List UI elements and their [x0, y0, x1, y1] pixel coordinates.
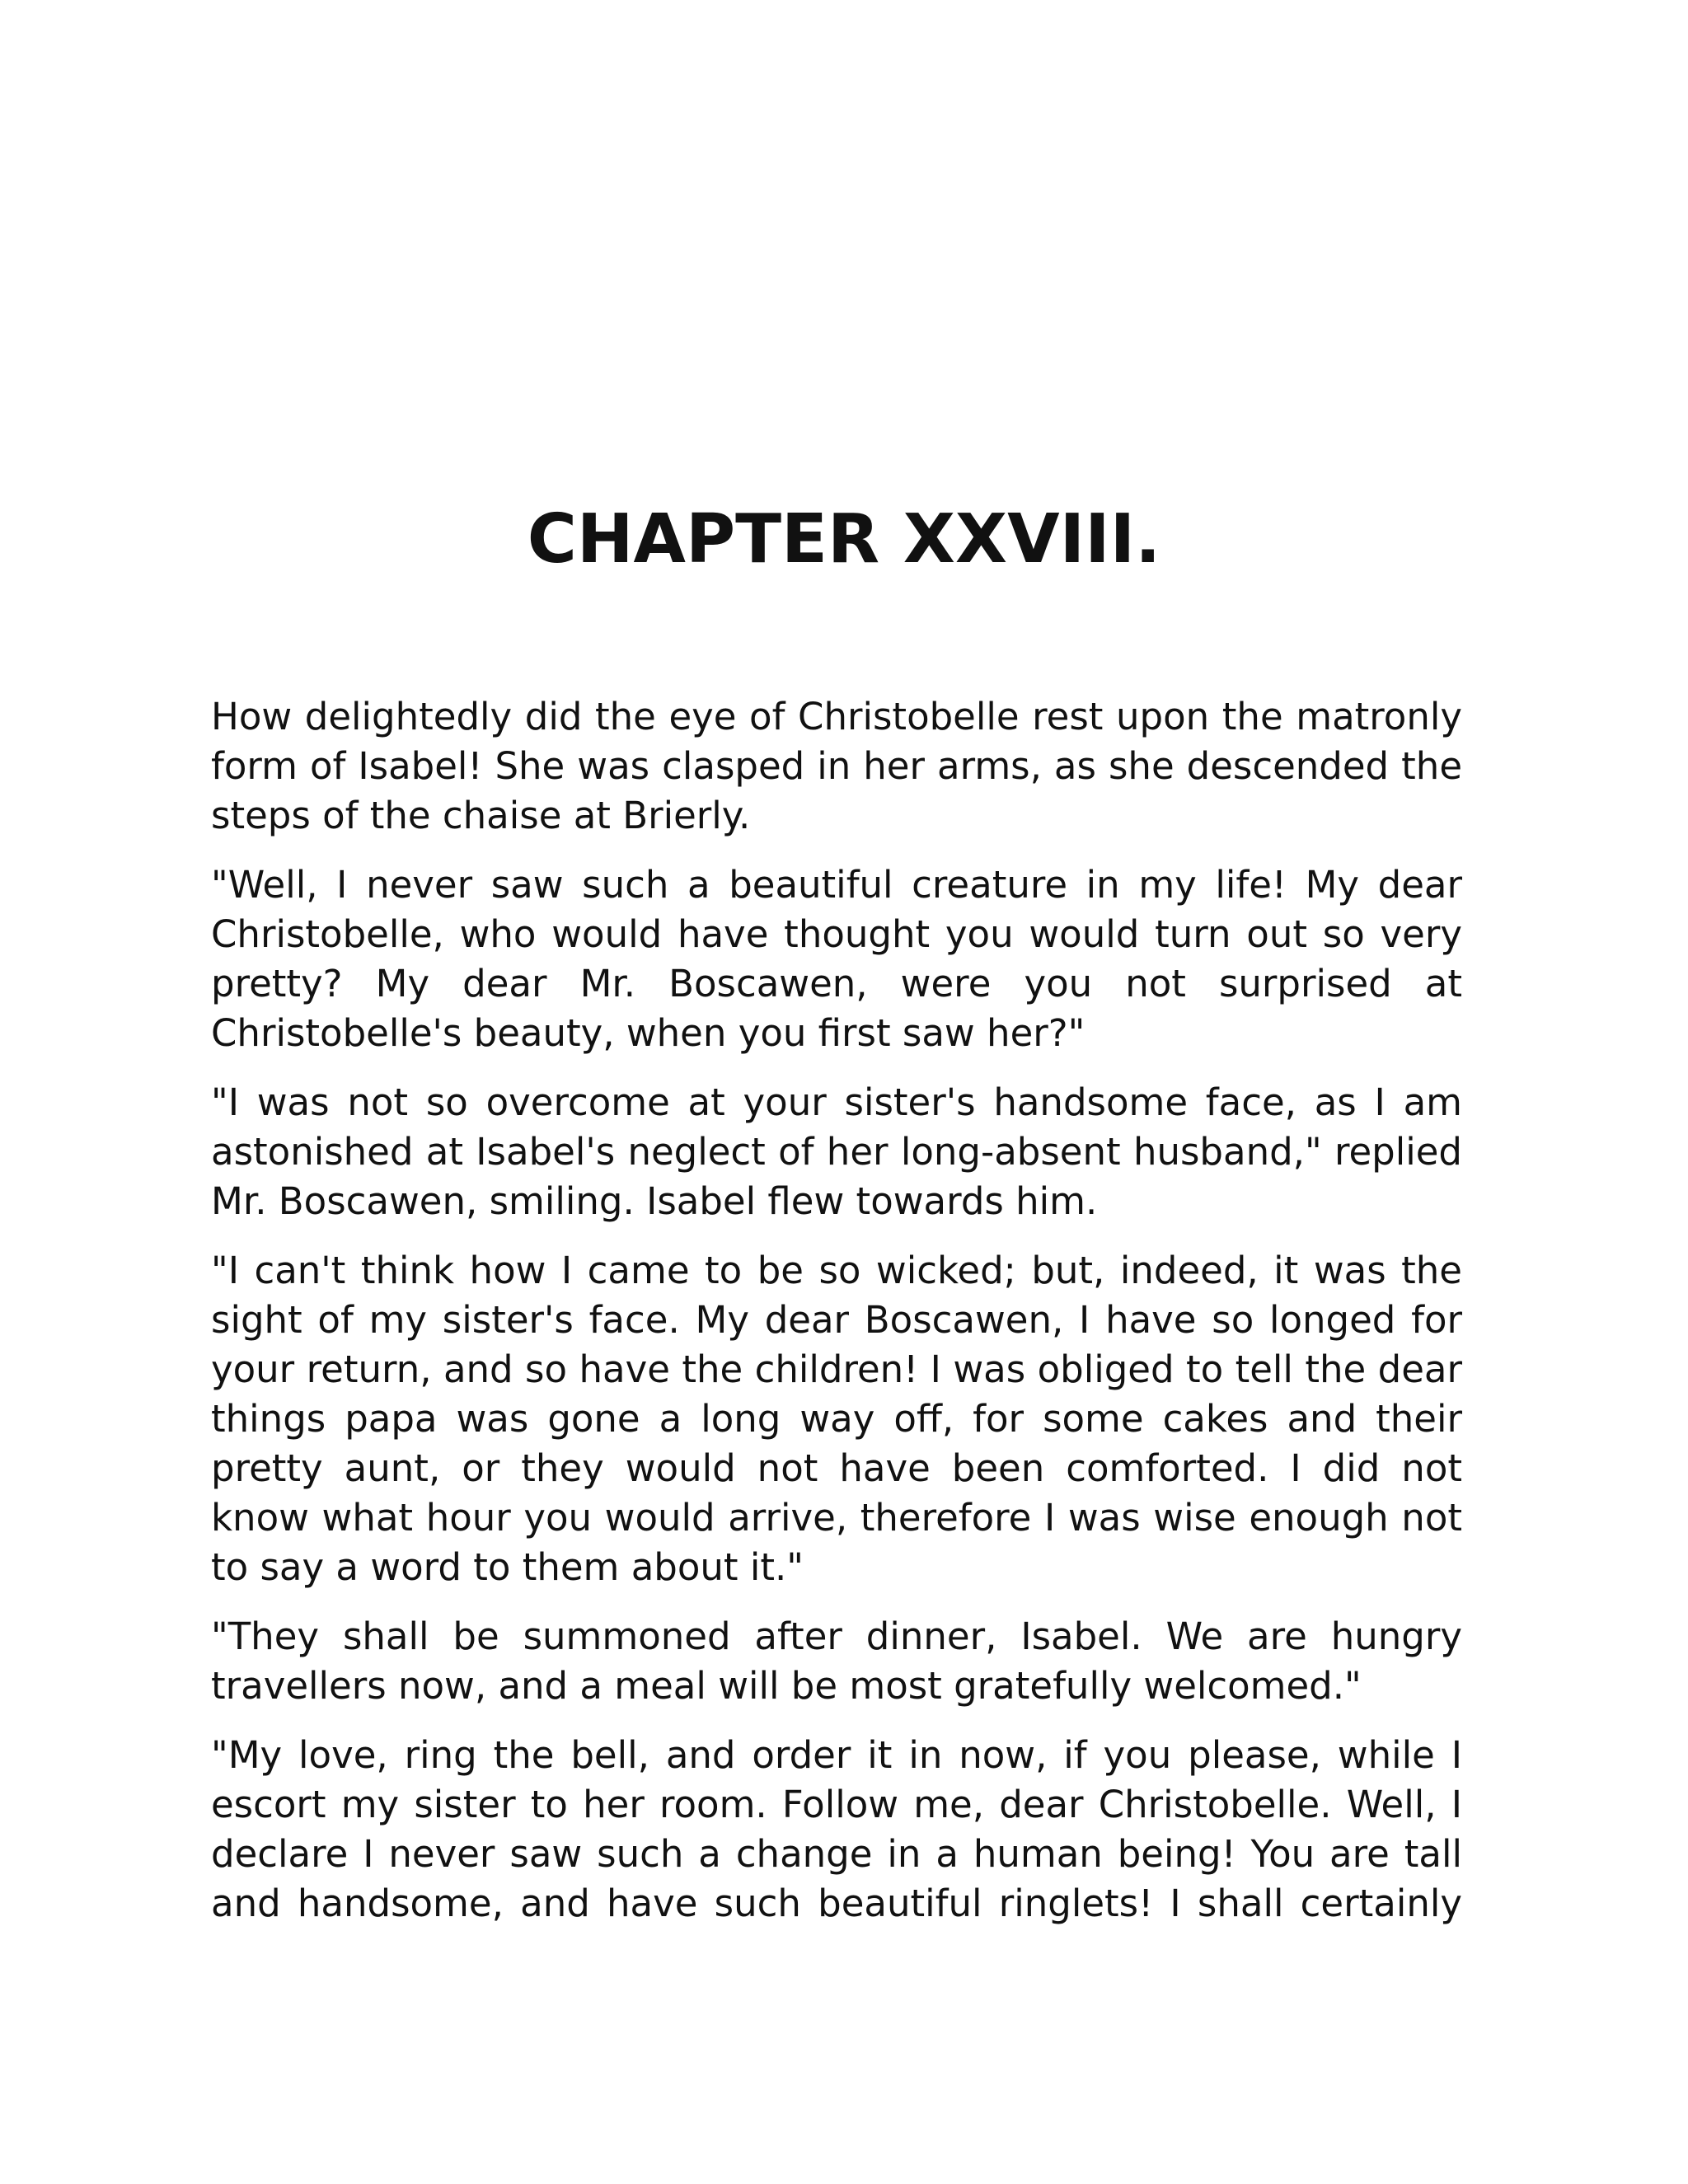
paragraph: "Well, I never saw such a beautiful creature in my life! My dear Christobelle, who would have thought you would turn out so very pretty? My dear Mr. Boscawen, were you not surprised at Christobelle's beauty, when you first saw her?" — [211, 863, 1462, 1055]
paragraph: "I can't think how I came to be so wicked; but, indeed, it was the sight of my sister's face. My dear Boscawen, I have so longed for your return, and so have the children! I was obliged to tell the dear things papa was gone a long way off, for some cakes and their pretty aunt, or they would not have been comforted. I did not know what hour you would arrive, therefore I was wise enough not to say a word to them about it." — [211, 1249, 1462, 1589]
chapter-text — [211, 692, 1462, 1948]
paragraph: "They shall be summoned after dinner, Isabel. We are hungry travellers now, and a meal will be most gratefully welcomed." — [211, 1615, 1462, 1708]
paragraph: How delightedly did the eye of Christobelle rest upon the matronly form of Isabel! She was clasped in her arms, as she descended the steps of the chaise at Brierly. — [211, 695, 1462, 837]
paragraph: "My love, ring the bell, and order it in now, if you please, while I escort my sister to her room. Follow me, dear Christobelle. Well, I declare I never saw such a change in a human being! You are tall and handsome, and have such beautiful ringlets! I shall certainly — [211, 1733, 1462, 1925]
chapter-title: CHAPTER XXVIII. — [527, 500, 1161, 579]
paragraph: "I was not so overcome at your sister's handsome face, as I am astonished at Isabel's neglect of her long-absent husband," replied Mr. Boscawen, smiling. Isabel flew towards him. — [211, 1080, 1462, 1223]
